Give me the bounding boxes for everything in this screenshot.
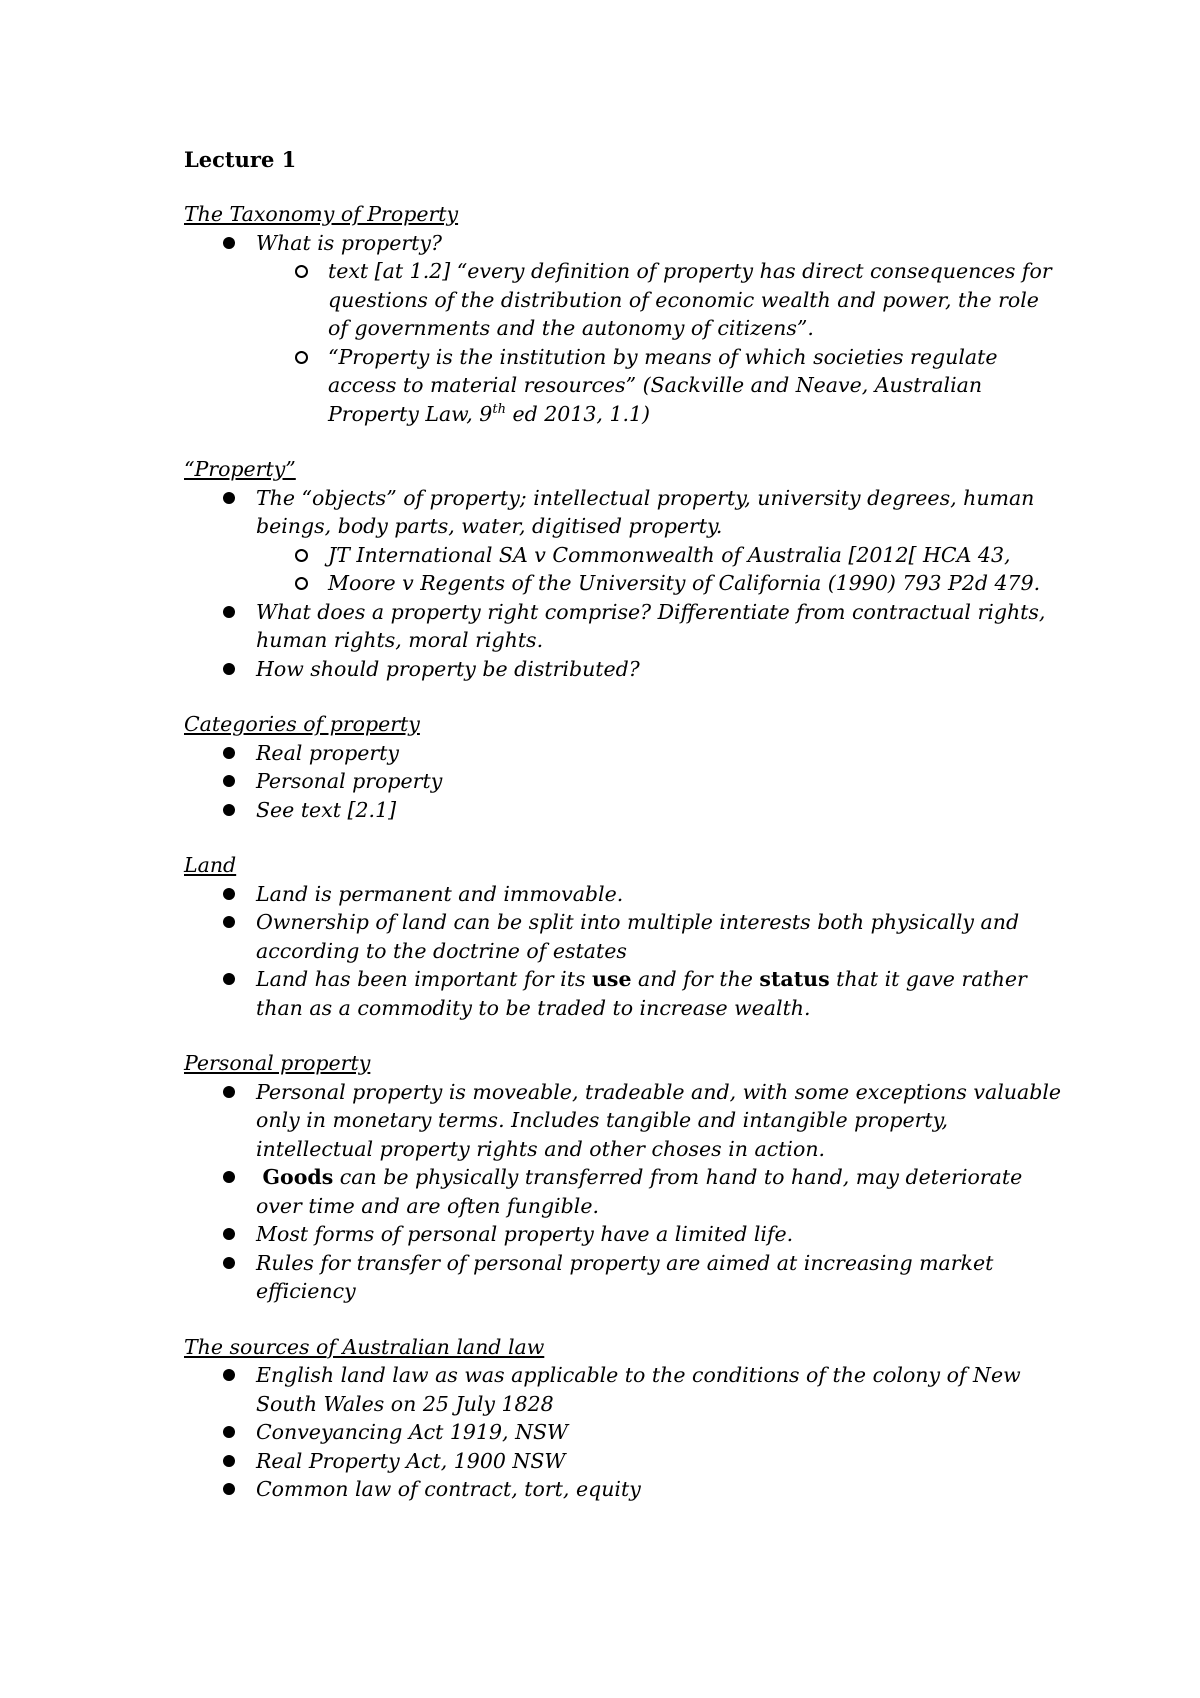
filled-bullet-icon [223, 888, 235, 900]
filled-bullet-icon [223, 1228, 235, 1240]
filled-bullet-icon [223, 1369, 235, 1381]
filled-bullet-icon [223, 1171, 235, 1183]
section-taxonomy [184, 200, 1064, 428]
filled-bullet-icon [223, 1086, 235, 1098]
list-item: What does a property right comprise? Differentiate from contractual rights, human rights, moral rights. [184, 598, 1064, 655]
filled-bullet-icon [223, 1483, 235, 1495]
filled-bullet-icon [223, 775, 235, 787]
section-heading: Land [184, 853, 237, 877]
sub-list-item: “Property is the institution by means of which societies regulate access to material resources” (Sackville and Neave, Australian Property Law, 9th ed 2013, 1.1) [184, 343, 1064, 429]
section-categories [184, 710, 1064, 824]
filled-bullet-icon [223, 804, 235, 816]
list-item: Rules for transfer of personal property are aimed at increasing market efficiency [184, 1249, 1064, 1306]
sub-list-item: JT International SA v Commonwealth of Australia [2012[ HCA 43, [184, 541, 1064, 570]
list-item: English land law as was applicable to the conditions of the colony of New South Wales on 25 July 1828 [184, 1361, 1064, 1418]
section-sources [184, 1333, 1064, 1504]
section-heading: “Property” [184, 457, 296, 481]
filled-bullet-icon [223, 663, 235, 675]
list-item: Land has been important for its use and for the status that it gave rather than as a commodity to be traded to increase wealth. [184, 965, 1064, 1022]
section-heading: Personal property [184, 1051, 371, 1075]
page-title: Lecture 1 [184, 147, 297, 172]
bullet-list [184, 880, 1064, 1023]
list-item: Real Property Act, 1900 NSW [184, 1447, 1064, 1476]
section-land [184, 851, 1064, 1022]
section-heading: Categories of property [184, 712, 420, 736]
list-item: Most forms of personal property have a limited life. [184, 1220, 1064, 1249]
list-item: What is property? [184, 229, 1064, 258]
section-personal-property [184, 1049, 1064, 1306]
sub-list-item: Moore v Regents of the University of California (1990) 793 P2d 479. [184, 569, 1064, 598]
filled-bullet-icon [223, 1455, 235, 1467]
filled-bullet-icon [223, 606, 235, 618]
bullet-list [184, 1078, 1064, 1306]
document-body [184, 146, 1064, 1531]
filled-bullet-icon [223, 237, 235, 249]
bullet-list [184, 1361, 1064, 1504]
list-item: Conveyancing Act 1919, NSW [184, 1418, 1064, 1447]
filled-bullet-icon [223, 1426, 235, 1438]
filled-bullet-icon [223, 973, 235, 985]
filled-bullet-icon [223, 916, 235, 928]
hollow-bullet-icon [295, 549, 308, 562]
list-item: Real property [184, 739, 1064, 768]
filled-bullet-icon [223, 492, 235, 504]
section-property [184, 455, 1064, 683]
filled-bullet-icon [223, 747, 235, 759]
filled-bullet-icon [223, 1257, 235, 1269]
hollow-bullet-icon [295, 265, 308, 278]
bullet-list [184, 484, 1064, 684]
list-item: Goods can be physically transferred from hand to hand, may deteriorate over time and are often fungible. [184, 1163, 1064, 1220]
list-item: Personal property [184, 767, 1064, 796]
list-item: Personal property is moveable, tradeable and, with some exceptions valuable only in monetary terms. Includes tangible and intangible property, intellectual property rights and other choses in action. [184, 1078, 1064, 1164]
bullet-list [184, 229, 1064, 429]
list-item: Land is permanent and immovable. [184, 880, 1064, 909]
bullet-list [184, 739, 1064, 825]
sub-list-item: text [at 1.2] “every definition of property has direct consequences for questions of the distribution of economic wealth and power, the role of governments and the autonomy of citizens”. [184, 257, 1064, 343]
hollow-bullet-icon [295, 351, 308, 364]
list-item: Common law of contract, tort, equity [184, 1475, 1064, 1504]
list-item: The “objects” of property; intellectual property, university degrees, human beings, body parts, water, digitised property. [184, 484, 1064, 541]
list-item: See text [2.1] [184, 796, 1064, 825]
list-item: Ownership of land can be split into multiple interests both physically and according to the doctrine of estates [184, 908, 1064, 965]
section-heading: The Taxonomy of Property [184, 202, 459, 226]
list-item: How should property be distributed? [184, 655, 1064, 684]
hollow-bullet-icon [295, 577, 308, 590]
section-heading: The sources of Australian land law [184, 1334, 545, 1359]
